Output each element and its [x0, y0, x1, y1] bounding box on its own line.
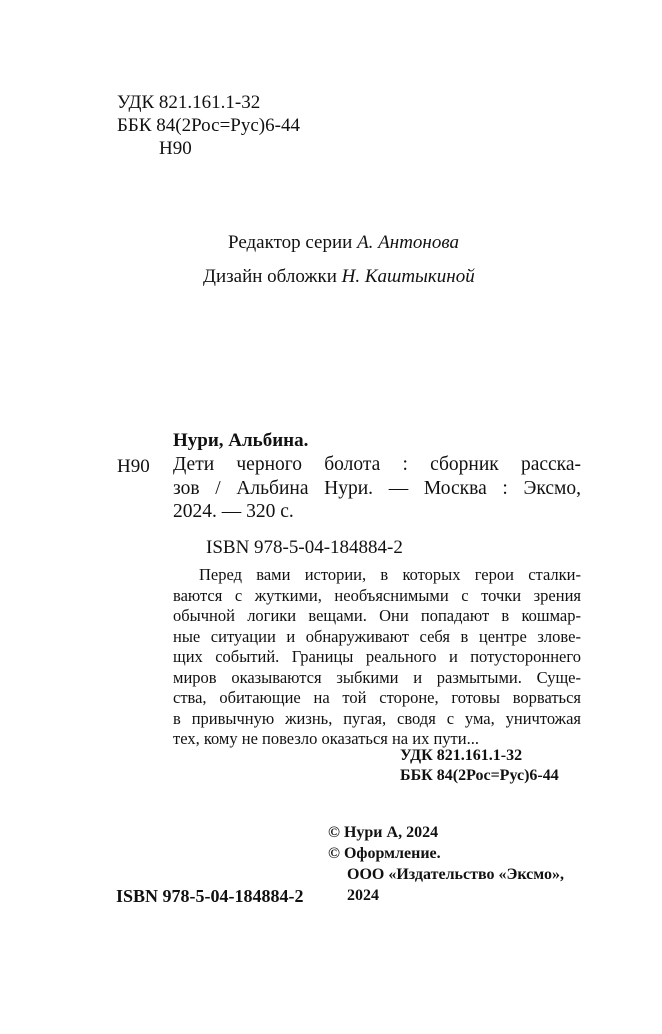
- annotation-line: миров оказываются зыбкими и размытыми. Суще-: [173, 667, 581, 687]
- annotation-line: ваются с жуткими, необъяснимыми с точки зрения: [173, 585, 581, 605]
- classification-codes-top: [117, 91, 300, 160]
- annotation-line: ные ситуации и обнаруживают себя в центре зловe-: [173, 626, 581, 646]
- bibliographic-description: [173, 453, 581, 524]
- bbk-code: ББК 84(2Рос=Рус)6-44: [117, 115, 300, 136]
- copyright-design: © Оформление.: [328, 845, 441, 862]
- series-editor-label: Редактор серии: [228, 232, 358, 253]
- cover-design-credit: [203, 265, 475, 288]
- bib-description-line: 2024. — 320 с.: [173, 501, 294, 522]
- author-mark: Н90: [159, 138, 192, 159]
- cover-design-label: Дизайн обложки: [203, 266, 342, 287]
- bbk-code-bottom: ББК 84(2Рос=Рус)6-44: [400, 767, 559, 784]
- cover-design-name: Н. Каштыкиной: [341, 266, 475, 287]
- annotation-line: щих событий. Границы реального и потустороннего: [173, 647, 581, 666]
- copyright-publisher: ООО «Издательство «Эксмо»,: [347, 866, 564, 883]
- udk-code: УДК 821.161.1-32: [117, 92, 261, 113]
- annotation-paragraph: [173, 565, 581, 750]
- series-editor-name: А. Антонова: [357, 232, 459, 253]
- annotation-line: тех, кому не повезло оказаться на их пути...: [173, 729, 479, 748]
- copyright-author: © Нури А, 2024: [328, 824, 439, 841]
- bib-author-mark: Н90: [117, 456, 150, 477]
- annotation-line: Перед вами истории, в которых герои сталки-: [199, 565, 581, 584]
- annotation-line: обычной логики вещами. Они попадают в кошмар-: [173, 606, 581, 625]
- author-heading: Нури, Альбина.: [173, 430, 309, 451]
- annotation-line: в привычную жизнь, пугая, сводя с ума, уничтожая: [173, 708, 581, 728]
- isbn-bottom: ISBN 978-5-04-184884-2: [116, 886, 304, 906]
- bib-isbn: ISBN 978-5-04-184884-2: [206, 537, 403, 558]
- udk-code-bottom: УДК 821.161.1-32: [400, 747, 523, 764]
- copyright-year: 2024: [347, 887, 379, 904]
- classification-codes-bottom: [400, 746, 559, 786]
- series-editor-credit: [228, 231, 459, 254]
- bib-description-line: Дети черного болота : сборник расска-: [173, 454, 581, 475]
- copyright-block: [328, 822, 564, 906]
- annotation-line: ства, обитающие на той стороне, готовы ворваться: [173, 688, 581, 707]
- bib-description-line: зов / Альбина Нури. — Москва : Эксмо,: [173, 477, 581, 499]
